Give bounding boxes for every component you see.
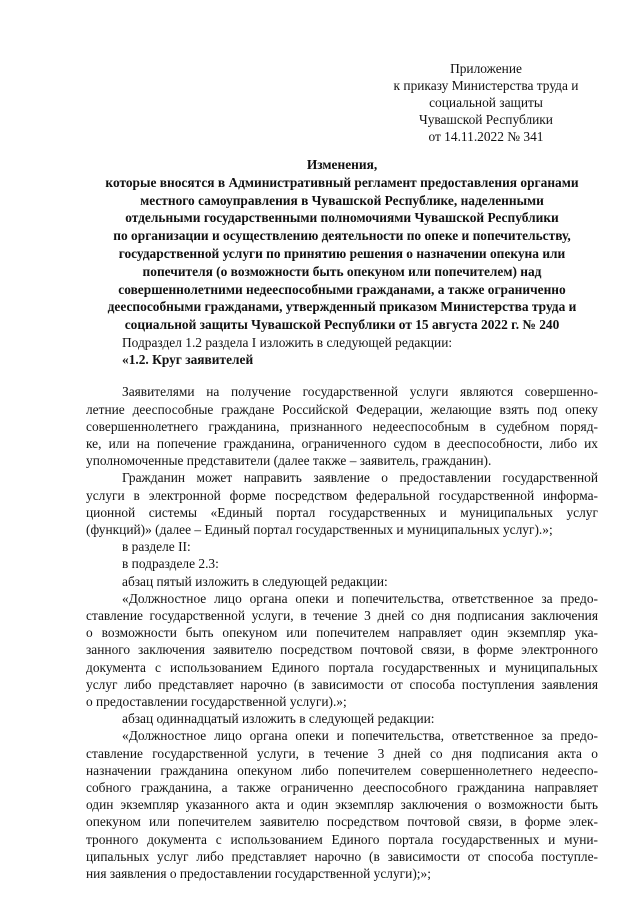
quote2-line: опекуном или попечителем заявителю посредством почтовой связи, в форме элек- [86,814,598,830]
appendix-block [380,60,592,145]
p1-line: уполномоченные представители (далее также – заявитель, гражданин). [86,453,492,469]
subheading: «1.2. Круг заявителей [122,352,254,368]
appendix-line: к приказу Министерства труда и [393,78,579,93]
p2-line: (функций)» (далее – Единый портал государственных и муниципальных услуг).»; [86,522,553,538]
p1-line: летние дееспособные граждане Российской Федерации, желающие взять под опеку [86,401,598,417]
quote1-line: услуг либо представляет нарочно (в зависимости от способа поступления заявления [86,676,598,692]
p1-line: совершеннолетнего гражданина, признанного недееспособным в судебном поряд- [86,418,598,434]
appendix-line: социальной защиты [429,95,543,110]
quote2-line: ния заявления о предоставлении государственной услуги);»; [86,866,431,882]
quote2-line: один экземпляр указанного акта и один экземпляр заключения о возможности быть [86,797,598,813]
quote2-line: собного гражданина, а также ограниченно дееспособного гражданина направляет [86,780,598,796]
title-line: которые вносятся в Административный регламент предоставления органами [105,174,579,190]
title-line: местного самоуправления в Чувашской Республике, наделенными [140,192,544,208]
quote1-line: «Должностное лицо органа опеки и попечительства, ответственное за предо- [122,590,598,606]
quote2-line: назначении гражданина опекуном либо попечителем совершеннолетнего недееспо- [86,762,598,778]
quote1-line: документа с использованием Единого портала государственных и муниципальных [86,659,598,675]
quote2-line: «Должностное лицо органа опеки и попечительства, ответственное за предо- [122,728,598,744]
quote1-line: занного заключения заявителю посредством почтовой связи, в форме электронного [86,642,598,658]
title-line: совершеннолетними недееспособными гражданами, а также ограниченно [118,281,566,297]
title-line: Изменения, [306,157,378,172]
section-line: в разделе II: [122,539,191,555]
title-line: социальной защиты Чувашской Республики от 15 августа 2022 г. № 240 [124,317,560,333]
p1-line: ке, или на попечение гражданина, ограниченного судом в дееспособности, либо их [86,436,598,452]
p2-line: ционной системы «Единый портал государственных и муниципальных услуг [86,504,598,520]
quote1-line: ставление государственной услуги, в течение 3 дней со дня подписания заключения [86,608,598,624]
document-body [86,334,598,882]
appendix-line: от 14.11.2022 № 341 [428,129,544,144]
intro-line: Подраздел 1.2 раздела I изложить в следующей редакции: [122,335,453,350]
appendix-line: Приложение [450,61,522,76]
quote1-line: о возможности быть опекуном или попечителем направляет один экземпляр ука- [86,625,598,641]
quote2-line: ципальных услуг либо представляет нарочно (в зависимости от способа поступле- [86,848,598,864]
title-line: отдельными государственными полномочиями Чувашской Республики [125,210,559,226]
title-line: по организации и осуществлению деятельности по опеке и попечительству, [113,228,571,244]
quote2-line: тронного документа с использованием Единого портала государственных и муни- [86,831,598,847]
title-line: государственной услуги по принятию решения о назначении опекуна или [118,245,566,261]
title-line: дееспособными гражданами, утвержденный приказом Министерства труда и [107,299,577,315]
paragraph-note: абзац одиннадцатый изложить в следующей редакции: [122,711,435,727]
title-line: попечителя (о возможности быть опекуном или попечителем) над [142,263,542,279]
quote1-line: о предоставлении государственной услуги).»; [86,694,347,710]
subsection-line: в подразделе 2.3: [122,556,219,572]
p2-line: услуги в электронной форме посредством федеральной государственной информа- [86,487,598,503]
p2-line: Гражданин может направить заявление о предоставлении государственной [122,470,598,486]
quote2-line: ставление государственной услуги, в течение 3 дней со дня подписания акта о [86,745,598,761]
p1-line: Заявителями на получение государственной услуги являются совершенно- [122,384,598,400]
document-title [86,156,598,334]
appendix-line: Чувашской Республики [419,112,553,127]
paragraph-note: абзац пятый изложить в следующей редакции: [122,573,388,589]
